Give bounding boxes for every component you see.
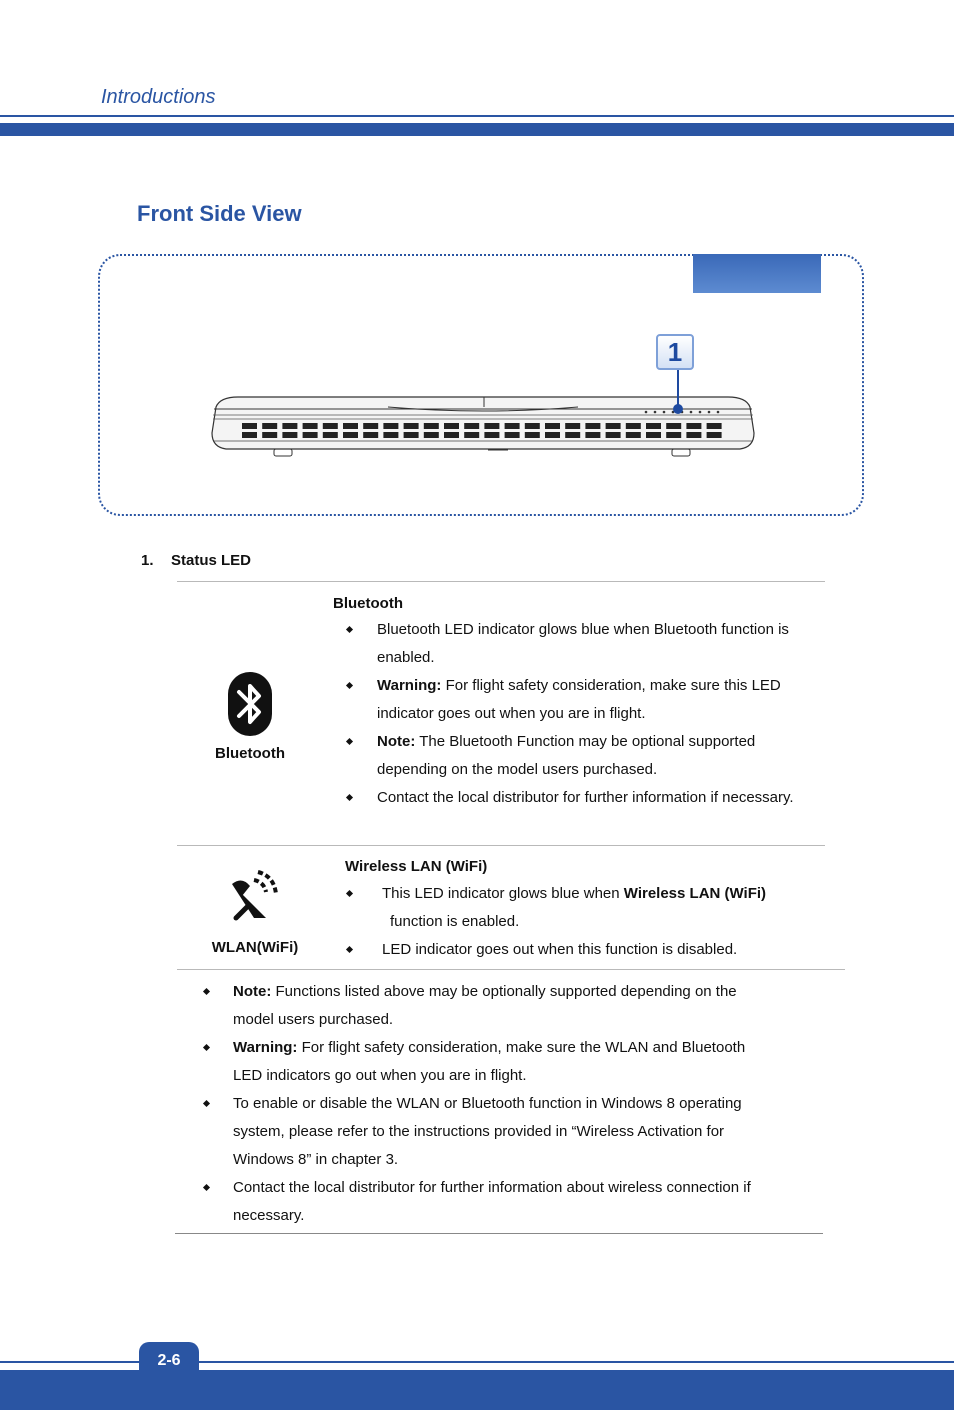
list-item: To enable or disable the WLAN or Bluetooth function in Windows 8 operating system, please refer to the instructions provided in “Wireless Activation for Windows 8” in chapter 3. [175,1090,775,1174]
callout-badge: 1 [656,334,694,370]
list-item-continuation: function is enabled. [390,913,520,930]
list-item: Note: The Bluetooth Function may be optional supported depending on the model users purchased. [333,728,818,784]
divider [177,581,825,582]
list-item: Warning: For flight safety consideration, make sure this LED indicator goes out when you are in flight. [333,672,818,728]
vent-slot [585,432,600,438]
vent-slot [646,423,661,429]
list-item: LED indicator goes out when this function is disabled. [345,936,825,964]
vent-slot [464,423,479,429]
vent-slot [262,423,277,429]
led-dot [690,411,693,414]
vent-slot [323,432,338,438]
figure-frame [98,254,864,516]
vent-slot [565,423,580,429]
vent-slot [424,432,439,438]
vent-slot [404,423,419,429]
bluetooth-icon-label: Bluetooth [215,745,285,762]
item-label: Status LED [171,552,252,569]
chapter-title: Introductions [101,86,216,108]
wlan-icon-label: WLAN(WiFi) [211,939,299,956]
vent-slot [666,432,681,438]
item-heading [141,552,251,569]
vent-slot [686,432,701,438]
vent-slot [343,432,358,438]
wifi-icon [228,870,282,922]
vent-slot [383,432,398,438]
vent-slot [404,432,419,438]
page-number: 2-6 [139,1342,199,1409]
bluetooth-icon [228,672,272,736]
led-dot [654,411,657,414]
vent-slot [505,423,520,429]
vent-slot [707,432,722,438]
vent-slot [707,423,722,429]
vent-slot [525,423,540,429]
divider [177,969,845,970]
led-dot [645,411,648,414]
item-number: 1. [141,552,154,569]
divider [175,1233,823,1234]
vent-slot [666,423,681,429]
vent-slot [282,432,297,438]
header-rule-thick [0,123,954,136]
vent-slot [484,423,499,429]
vent-slot [343,423,358,429]
divider [177,845,825,846]
wlan-bullets [345,880,825,964]
led-dot [663,411,666,414]
vent-slot [444,432,459,438]
list-item: Bluetooth LED indicator glows blue when Bluetooth function is enabled. [333,616,818,672]
vent-slot [363,432,378,438]
header-rule-thin [0,115,954,117]
callout-leader-line [677,370,679,408]
led-dot [708,411,711,414]
section-title: Front Side View [137,201,302,226]
vent-slot [363,423,378,429]
status-led-marker [673,404,683,414]
vent-slot [444,423,459,429]
list-item: Contact the local distributor for further information if necessary. [333,784,818,812]
vent-slot [686,423,701,429]
bluetooth-bullets [333,616,818,812]
vent-slot [282,423,297,429]
vent-slot [545,432,560,438]
vent-slot [424,423,439,429]
vent-slot [262,432,277,438]
vent-slot [505,432,520,438]
list-item: Warning: For flight safety consideration, make sure the WLAN and Bluetooth LED indicators go out when you are in flight. [175,1034,775,1090]
vent-slot [525,432,540,438]
vent-slot [646,432,661,438]
vent-slot [606,423,621,429]
bluetooth-title: Bluetooth [333,595,403,612]
vent-slot [383,423,398,429]
vent-slot [464,432,479,438]
led-dot [717,411,720,414]
vent-slot [626,423,641,429]
vent-slot [545,423,560,429]
list-item: This LED indicator glows blue when Wireless LAN (WiFi) [345,880,825,908]
vent-slot [303,423,318,429]
vent-slot [606,432,621,438]
vent-slot [303,432,318,438]
vent-slot [242,423,257,429]
list-item: Note: Functions listed above may be optionally supported depending on the model users purchased. [175,978,775,1034]
list-item: Contact the local distributor for further information about wireless connection if necessary. [175,1174,775,1230]
vent-slot [585,423,600,429]
vent-slot [626,432,641,438]
vent-slot [565,432,580,438]
led-dot [699,411,702,414]
vent-slot [323,423,338,429]
vent-slot [484,432,499,438]
notes-list [175,978,775,1230]
vent-slot [242,432,257,438]
figure-tab [693,254,821,293]
wlan-title: Wireless LAN (WiFi) [345,858,488,875]
